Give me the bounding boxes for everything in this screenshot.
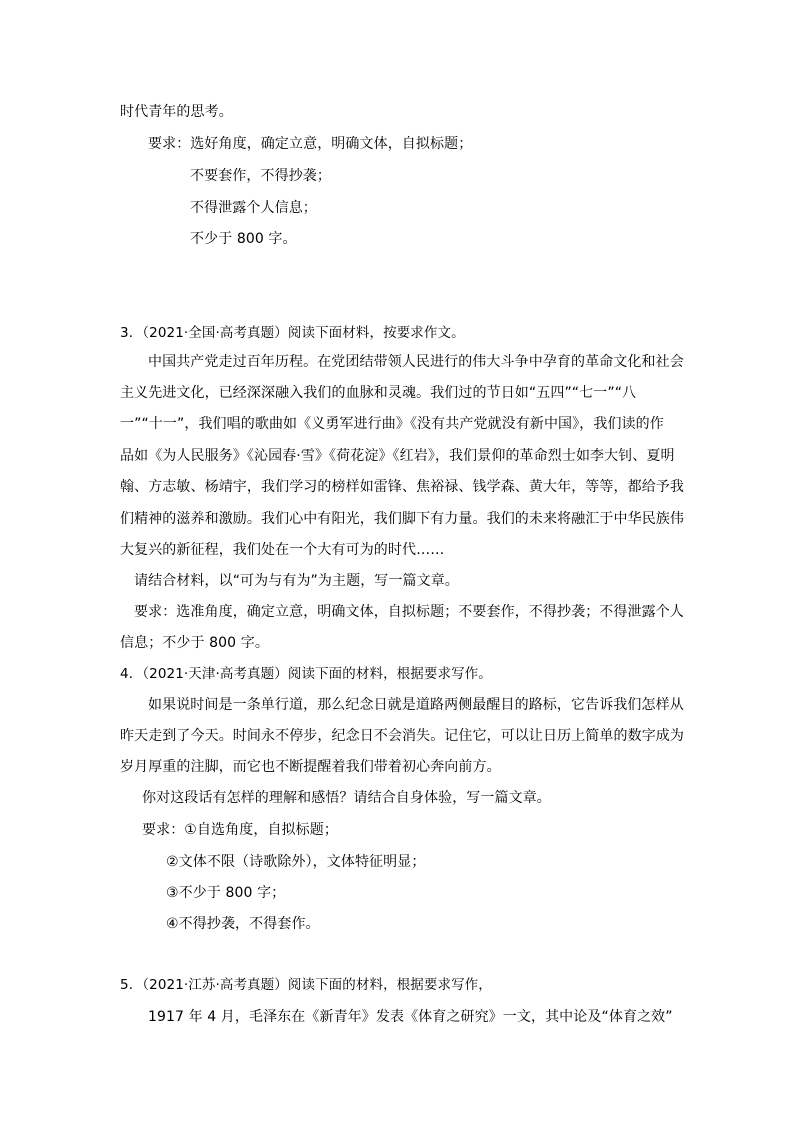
prompt-line: 请结合材料，以“可为与有为”为主题，写一篇文章。: [134, 573, 459, 589]
requirement-line: ④不得抄袭，不得套作。: [166, 916, 320, 932]
question-4-heading: 4．（2021·天津·高考真题）阅读下面的材料，根据要求写作。: [120, 666, 492, 682]
question-5-heading: 5．（2021·江苏·高考真题）阅读下面的材料，根据要求写作，: [120, 977, 492, 993]
question-3-heading: 3．（2021·全国·高考真题）阅读下面材料，按要求作文。: [120, 325, 465, 341]
requirement-line: 不少于 800 字。: [190, 231, 297, 247]
material-line: 主义先进文化，已经深深融入我们的血脉和灵魂。我们过的节日如“五四”“七一”“八: [120, 385, 637, 401]
material-line: 中国共产党走过百年历程。在党团结带领人民进行的伟大斗争中孕育的革命文化和社会: [148, 354, 684, 370]
material-line: 翰、方志敏、杨靖宇，我们学习的榜样如雷锋、焦裕禄、钱学森、黄大年，等等，都给予我: [120, 479, 684, 495]
material-line: 大复兴的新征程，我们处在一个大有可为的时代……: [120, 542, 445, 558]
requirement-line: 要求：选准角度，确定立意，明确文体，自拟标题；不要套作，不得抄袭；不得泄露个人: [134, 604, 684, 620]
requirement-line: 要求：选好角度，确定立意，明确文体，自拟标题；: [148, 136, 473, 152]
material-line: 1917 年 4 月，毛泽东在《新青年》发表《体育之研究》一文，其中论及“体育之效”: [148, 1009, 673, 1025]
material-line: 一”“十一”，我们唱的歌曲如《义勇军进行曲》《没有共产党就没有新中国》，我们读的作: [120, 416, 664, 432]
requirement-line: 信息；不少于 800 字。: [120, 635, 269, 651]
material-line: 昨天走到了今天。时间永不停步，纪念日不会消失。记住它，可以让日历上简单的数字成为: [120, 728, 684, 744]
requirement-line: 不得泄露个人信息；: [190, 200, 317, 216]
text-line: 时代青年的思考。: [120, 104, 233, 120]
material-line: 品如《为人民服务》《沁园春·雪》《荷花淀》《红岩》，我们景仰的革命烈士如李大钊、夏明: [120, 448, 675, 464]
requirement-line: 不要套作，不得抄袭；: [190, 168, 331, 184]
prompt-line: 你对这段话有怎样的理解和感悟？请结合自身体验，写一篇文章。: [142, 790, 551, 806]
requirement-line: 要求：①自选角度，自拟标题；: [142, 822, 338, 838]
material-line: 们精神的滋养和激励。我们心中有阳光，我们脚下有力量。我们的未来将融汇于中华民族伟: [120, 511, 684, 527]
material-line: 岁月厚重的注脚，而它也不断提醒着我们带着初心奔向前方。: [120, 759, 501, 775]
material-line: 如果说时间是一条单行道，那么纪念日就是道路两侧最醒目的路标，它告诉我们怎样从: [148, 697, 684, 713]
requirement-line: ②文体不限（诗歌除外），文体特征明显；: [166, 854, 426, 870]
requirement-line: ③不少于 800 字；: [166, 885, 286, 901]
